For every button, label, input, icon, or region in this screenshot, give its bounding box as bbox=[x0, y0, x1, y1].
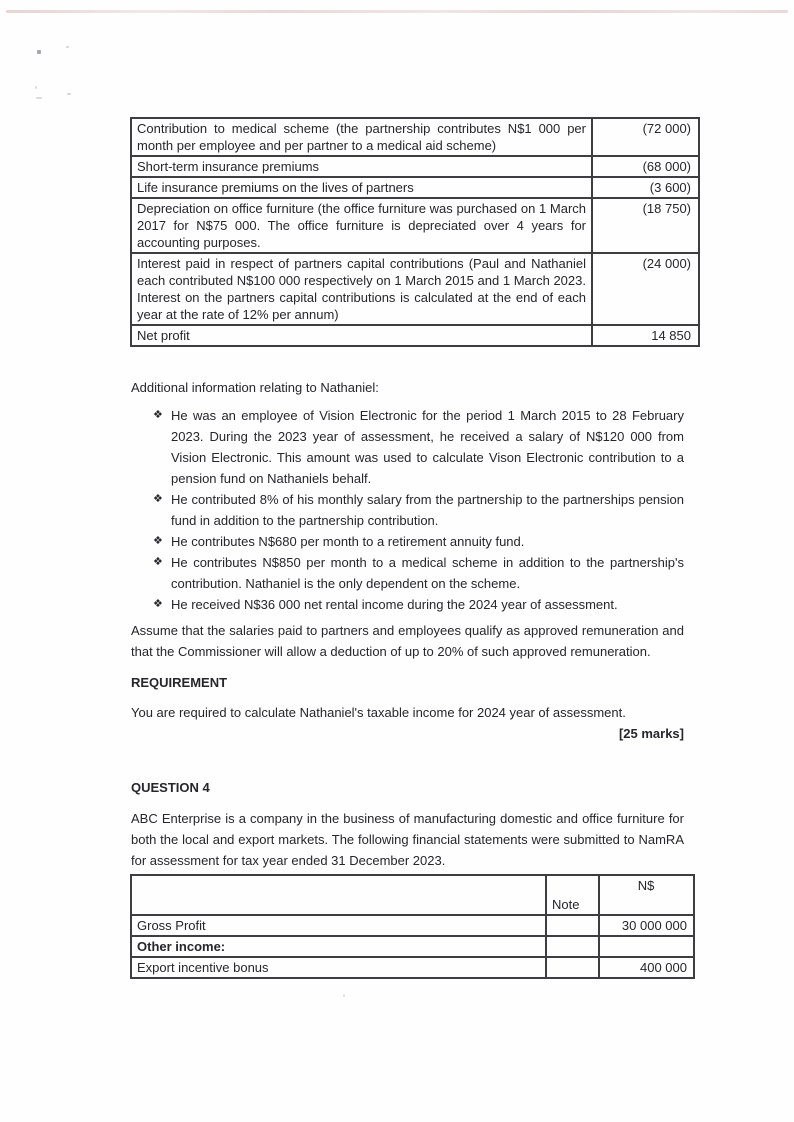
table-row bbox=[131, 118, 699, 156]
line-item-cell: Other income: bbox=[131, 936, 546, 957]
list-item-text: He contributed 8% of his monthly salary from the partnership to the partnerships pension fund in addition to the partnership contribution. bbox=[171, 492, 684, 528]
partnership-expense-table bbox=[130, 117, 700, 347]
table-row bbox=[131, 177, 699, 198]
assumption-paragraph: Assume that the salaries paid to partners and employees qualify as approved remuneration and that the Commissioner will allow a deduction of up to 20% of such approved remuneration. bbox=[131, 623, 684, 659]
note-column-header: Note bbox=[546, 875, 599, 915]
question-4-intro: ABC Enterprise is a company in the business of manufacturing domestic and office furniture for both the local and export markets. The following financial statements were submitted to NamRA for assessment for tax year ended 31 December 2023. bbox=[131, 811, 684, 868]
table-row bbox=[131, 915, 694, 936]
list-item bbox=[130, 405, 684, 489]
bullet-diamond-icon: ❖ bbox=[153, 598, 163, 610]
document-content bbox=[130, 117, 691, 979]
scan-speck bbox=[66, 46, 69, 48]
blank-header-cell bbox=[131, 875, 546, 915]
amount-cell: 30 000 000 bbox=[599, 915, 694, 936]
amount-cell: 14 850 bbox=[592, 325, 699, 346]
scan-artifact-streak bbox=[6, 10, 788, 13]
amount-cell: 400 000 bbox=[599, 957, 694, 978]
amount-cell: (24 000) bbox=[592, 253, 699, 325]
list-item bbox=[130, 489, 684, 531]
note-cell bbox=[546, 936, 599, 957]
bullet-diamond-icon: ❖ bbox=[153, 556, 163, 568]
amount-cell: (18 750) bbox=[592, 198, 699, 253]
question-4-heading: QUESTION 4 bbox=[131, 780, 210, 795]
amount-cell: (72 000) bbox=[592, 118, 699, 156]
list-item bbox=[130, 552, 684, 594]
amount-cell: (68 000) bbox=[592, 156, 699, 177]
expense-description-cell: Life insurance premiums on the lives of partners bbox=[131, 177, 592, 198]
table-row bbox=[131, 156, 699, 177]
line-item-cell: Export incentive bonus bbox=[131, 957, 546, 978]
bullet-diamond-icon: ❖ bbox=[153, 493, 163, 505]
scan-speck bbox=[67, 93, 71, 95]
table-row bbox=[131, 936, 694, 957]
table-header-row bbox=[131, 875, 694, 915]
expense-description-cell: Depreciation on office furniture (the office furniture was purchased on 1 March 2017 for N$75 000. The office furniture is depreciated over 4 years for accounting purposes. bbox=[131, 198, 592, 253]
list-item-text: He contributes N$680 per month to a retirement annuity fund. bbox=[171, 534, 525, 549]
marks-label: [25 marks] bbox=[618, 726, 684, 741]
list-item bbox=[130, 531, 684, 552]
currency-column-header: N$ bbox=[599, 875, 694, 915]
requirement-text: You are required to calculate Nathaniel's taxable income for 2024 year of assessment. bbox=[131, 705, 626, 720]
table-row bbox=[131, 957, 694, 978]
list-item bbox=[130, 594, 684, 615]
scan-speck bbox=[343, 994, 345, 997]
expense-description-cell: Net profit bbox=[131, 325, 592, 346]
bullet-diamond-icon: ❖ bbox=[153, 409, 163, 421]
expense-description-cell: Short-term insurance premiums bbox=[131, 156, 592, 177]
list-item-text: He received N$36 000 net rental income during the 2024 year of assessment. bbox=[171, 597, 618, 612]
scan-speck bbox=[35, 86, 37, 89]
amount-cell bbox=[599, 936, 694, 957]
scan-speck bbox=[37, 50, 41, 54]
list-item-text: He was an employee of Vision Electronic for the period 1 March 2015 to 28 February 2023. During the 2023 year of assessment, he received a salary of N$120 000 from Vision Electronic. This amount was used to calculate Vison Electronic contribution to a pension fund on Nathaniels behalf. bbox=[171, 408, 684, 486]
table-row bbox=[131, 325, 699, 346]
list-item-text: He contributes N$850 per month to a medical scheme in addition to the partnership's contribution. Nathaniel is the only dependent on the scheme. bbox=[171, 555, 684, 591]
table-row bbox=[131, 198, 699, 253]
additional-info-list bbox=[130, 405, 684, 615]
line-item-cell: Gross Profit bbox=[131, 915, 546, 936]
expense-description-cell: Interest paid in respect of partners capital contributions (Paul and Nathaniel each contributed N$100 000 respectively on 1 March 2015 and 1 March 2023. Interest on the partners capital contributions is calculated at the end of each year at the rate of 12% per annum) bbox=[131, 253, 592, 325]
bullet-diamond-icon: ❖ bbox=[153, 535, 163, 547]
amount-cell: (3 600) bbox=[592, 177, 699, 198]
additional-info-heading: Additional information relating to Nathaniel: bbox=[131, 380, 379, 395]
scan-speck bbox=[36, 97, 42, 99]
financial-statement-table bbox=[130, 874, 695, 979]
requirement-heading: REQUIREMENT bbox=[131, 675, 228, 690]
expense-description-cell: Contribution to medical scheme (the partnership contributes N$1 000 per month per employee and per partner to a medical aid scheme) bbox=[131, 118, 592, 156]
note-cell bbox=[546, 957, 599, 978]
note-cell bbox=[546, 915, 599, 936]
table-row bbox=[131, 253, 699, 325]
